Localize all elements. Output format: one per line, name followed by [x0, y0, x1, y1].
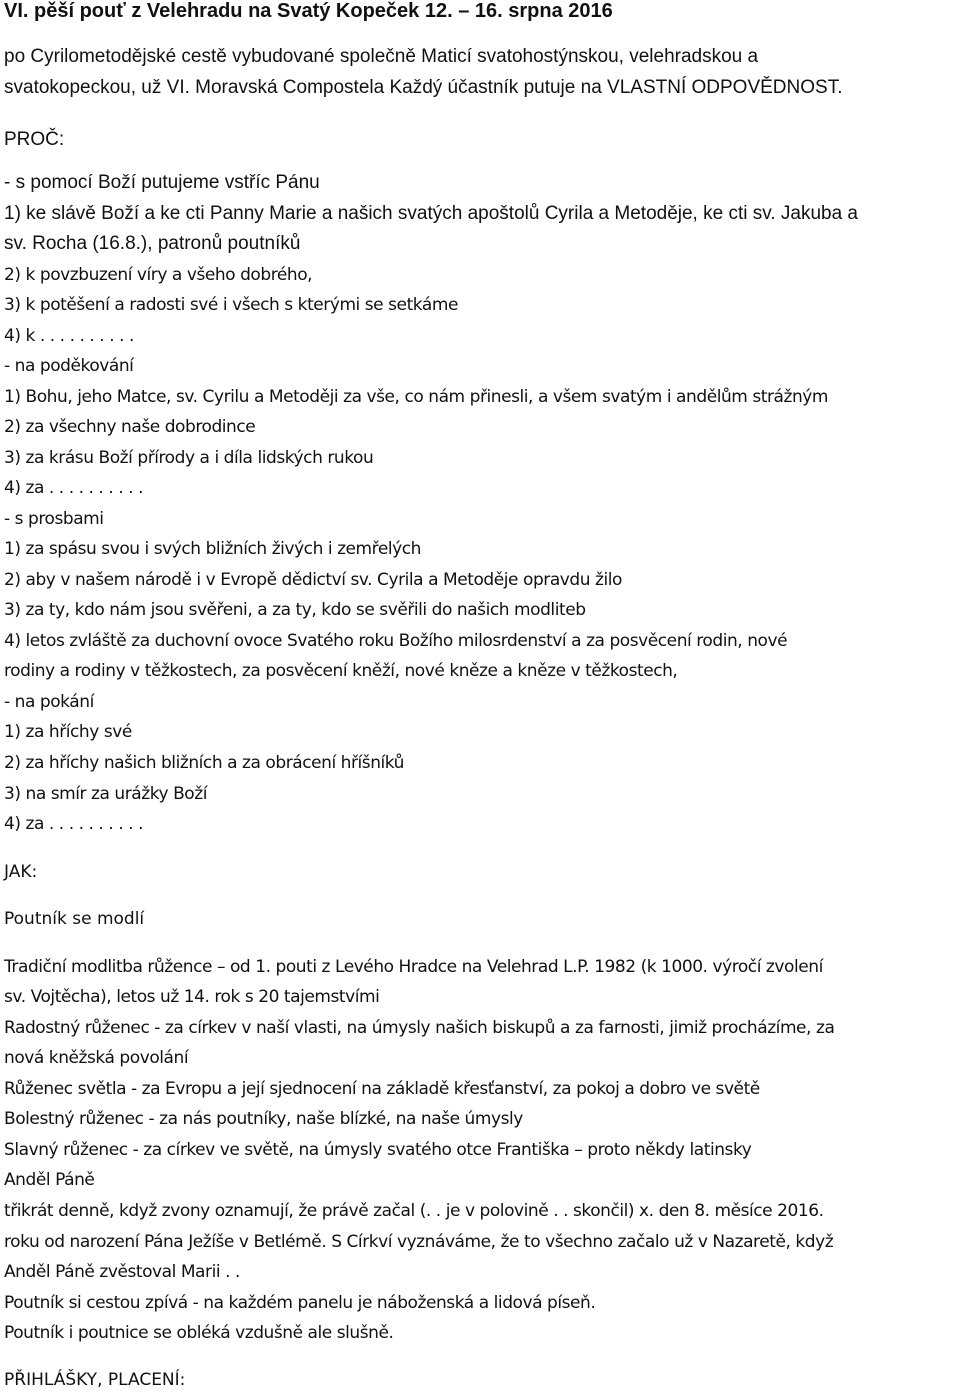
why-line: - na poděkování	[4, 356, 134, 376]
why-line: - s prosbami	[4, 509, 104, 529]
registration-heading: PŘIHLÁŠKY, PLACENÍ:	[4, 1370, 186, 1390]
why-line: 3) za krásu Boží přírody a i díla lidských rukou	[4, 448, 374, 468]
intro-line-2: svatokopeckou, už VI. Moravská Compostela Každý účastník putuje na VLASTNÍ ODPOVĚDNOST.	[4, 77, 843, 98]
why-line: 1) Bohu, jeho Matce, sv. Cyrilu a Metoději za vše, co nám přinesli, a všem svatým i andělům strážným	[4, 387, 829, 407]
why-line: 4) za . . . . . . . . . .	[4, 814, 144, 834]
why-line: 2) aby v našem národě i v Evropě dědictví sv. Cyrila a Metoděje opravdu žilo	[4, 570, 622, 590]
document-title: VI. pěší pouť z Velehradu na Svatý Kopeček 12. – 16. srpna 2016	[4, 0, 613, 22]
how-line: sv. Vojtěcha), letos už 14. rok s 20 tajemstvími	[4, 987, 380, 1007]
how-line: Bolestný růženec - za nás poutníky, naše blízké, na naše úmysly	[4, 1109, 523, 1129]
how-line: Anděl Páně	[4, 1170, 95, 1190]
why-line: sv. Rocha (16.8.), patronů poutníků	[4, 233, 301, 254]
why-line: - s pomocí Boží putujeme vstříc Pánu	[4, 172, 320, 193]
how-line: Poutník si cestou zpívá - na každém panelu je náboženská a lidová píseň.	[4, 1293, 596, 1313]
why-line: 4) za . . . . . . . . . .	[4, 478, 144, 498]
why-line: 4) k . . . . . . . . . .	[4, 326, 134, 346]
intro-line-1: po Cyrilometodějské cestě vybudované společně Maticí svatohostýnskou, velehradskou a	[4, 46, 759, 67]
how-line: Poutník i poutnice se obléká vzdušně ale slušně.	[4, 1323, 394, 1343]
how-line: Radostný růženec - za církev v naší vlasti, na úmysly našich biskupů a za farnosti, jimiž procházíme, za	[4, 1018, 835, 1038]
why-line: 3) na smír za urážky Boží	[4, 784, 207, 804]
why-line: 1) za spásu svou i svých bližních živých i zemřelých	[4, 539, 421, 559]
why-line: 4) letos zvláště za duchovní ovoce Svatého roku Božího milosrdenství a za posvěcení rodin, nové	[4, 631, 788, 651]
why-line: - na pokání	[4, 692, 94, 712]
how-heading: JAK:	[4, 862, 38, 882]
why-line: 1) za hříchy své	[4, 722, 132, 742]
how-line: nová kněžská povolání	[4, 1048, 189, 1068]
why-line: 1) ke slávě Boží a ke cti Panny Marie a našich svatých apoštolů Cyrila a Metoděje, ke cti sv. Jakuba a	[4, 203, 858, 224]
why-heading: PROČ:	[4, 129, 65, 150]
why-line: 3) za ty, kdo nám jsou svěřeni, a za ty, kdo se svěřili do našich modliteb	[4, 600, 586, 620]
how-line: třikrát denně, když zvony oznamují, že právě začal (. . je v polovině . . skončil) x. den 8. měsíce 2016.	[4, 1201, 824, 1221]
why-line: rodiny a rodiny v těžkostech, za posvěcení kněží, nové kněze a kněze v těžkostech,	[4, 661, 678, 681]
why-line: 2) za všechny naše dobrodince	[4, 417, 256, 437]
how-line: roku od narození Pána Ježíše v Betlémě. S Církví vyznáváme, že to všechno začalo už v Nazaretě, když	[4, 1232, 834, 1252]
how-line: Slavný růženec - za církev ve světě, na úmysly svatého otce Františka – proto někdy latinsky	[4, 1140, 752, 1160]
how-line: Růženec světla - za Evropu a její sjednocení na základě křesťanství, za pokoj a dobro ve světě	[4, 1079, 760, 1099]
why-line: 2) za hříchy našich bližních a za obrácení hříšníků	[4, 753, 405, 773]
how-line: Tradiční modlitba růžence – od 1. pouti z Levého Hradce na Velehrad L.P. 1982 (k 1000. výročí zvolení	[4, 957, 823, 977]
how-subheading: Poutník se modlí	[4, 909, 145, 929]
why-line: 2) k povzbuzení víry a všeho dobrého,	[4, 265, 313, 285]
how-line: Anděl Páně zvěstoval Marii . .	[4, 1262, 240, 1282]
why-line: 3) k potěšení a radosti své i všech s kterými se setkáme	[4, 295, 458, 315]
